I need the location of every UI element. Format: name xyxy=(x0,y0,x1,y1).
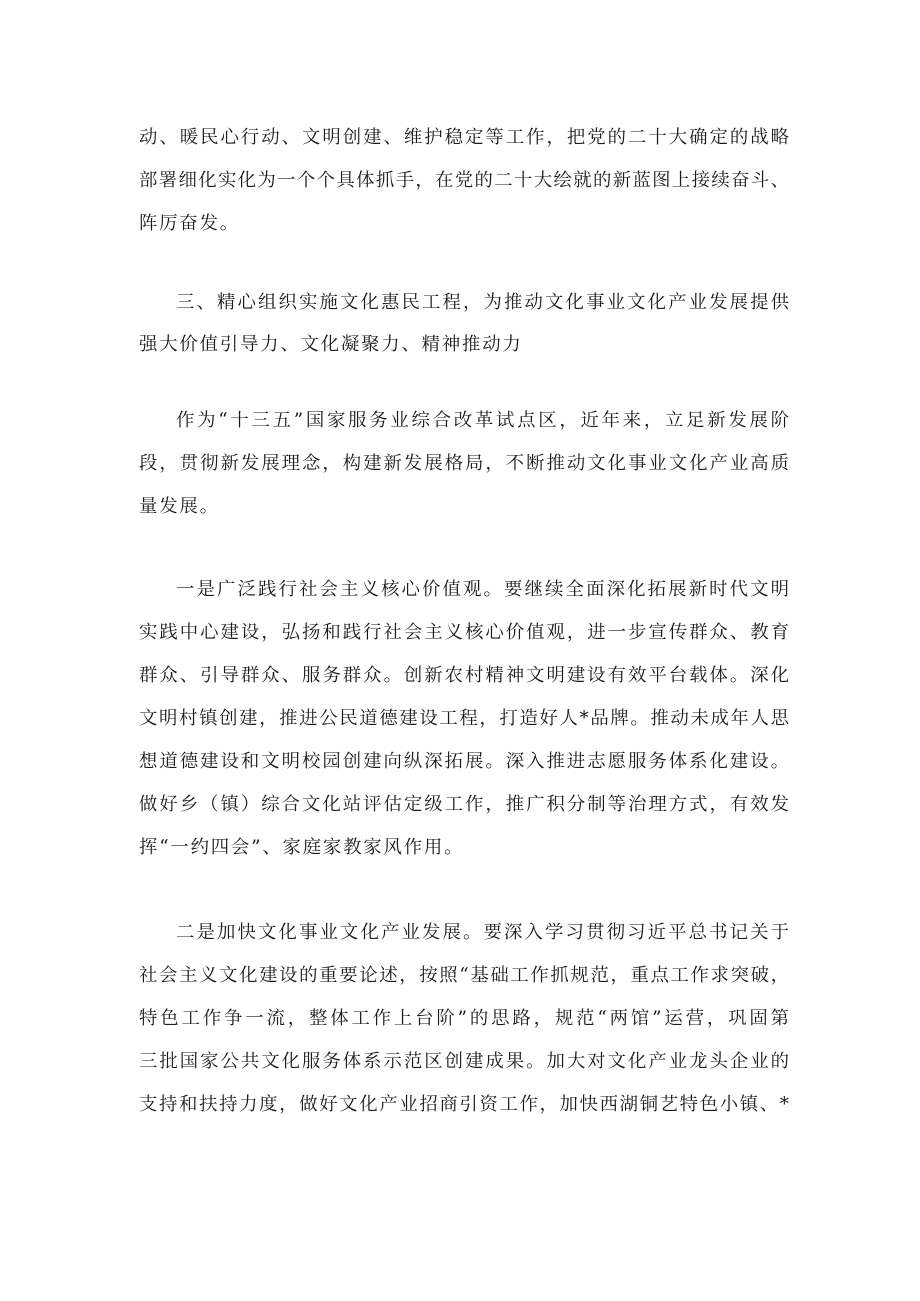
text-line: 作为“十三五”国家服务业综合改革试点区，近年来，立足新发展阶 xyxy=(176,410,789,431)
text-line: 量发展。 xyxy=(139,496,220,517)
text-line: 挥“一约四会”、家庭家教家风作用。 xyxy=(139,837,465,858)
text-line: 文明村镇创建，推进公民道德建设工程，打造好人*品牌。推动未成年人思 xyxy=(139,708,789,729)
text-line: 部署细化实化为一个个具体抓手，在党的二十大绘就的新蓝图上接续奋斗、 xyxy=(139,170,789,191)
text-line: 支持和扶持力度，做好文化产业招商引资工作，加快西湖铜艺特色小镇、* xyxy=(139,1094,789,1115)
text-line: 想道德建设和文明校园创建向纵深拓展。深入推进志愿服务体系化建设。 xyxy=(139,751,789,772)
text-line: 段，贯彻新发展理念，构建新发展格局，不断推动文化事业文化产业高质 xyxy=(139,453,789,474)
paragraph-intro xyxy=(139,402,789,525)
paragraph-culture-industry xyxy=(139,914,789,1123)
text-line: 二是加快文化事业文化产业发展。要深入学习贯彻习近平总书记关于 xyxy=(176,922,789,943)
text-line: 做好乡（镇）综合文化站评估定级工作，推广积分制等治理方式，有效发 xyxy=(139,794,789,815)
text-line: 实践中心建设，弘扬和践行社会主义核心价值观，进一步宣传群众、教育 xyxy=(139,622,789,643)
text-line: 群众、引导群众、服务群众。创新农村精神文明建设有效平台载体。深化 xyxy=(139,665,789,686)
text-line: 阵厉奋发。 xyxy=(139,213,240,234)
text-line: 三批国家公共文化服务体系示范区创建成果。加大对文化产业龙头企业的 xyxy=(139,1051,789,1072)
paragraph-core-values xyxy=(139,571,789,866)
text-line: 社会主义文化建设的重要论述，按照“基础工作抓规范，重点工作求突破， xyxy=(139,965,789,986)
text-line: 特色工作争一流，整体工作上台阶”的思路，规范“两馆”运营，巩固第 xyxy=(139,1008,789,1029)
section-heading xyxy=(139,284,789,363)
heading-line: 强大价值引导力、文化凝聚力、精神推动力 xyxy=(139,334,523,355)
paragraph-continuation xyxy=(139,119,789,242)
text-line: 动、暖民心行动、文明创建、维护稳定等工作，把党的二十大确定的战略 xyxy=(139,127,789,148)
text-line: 一是广泛践行社会主义核心价值观。要继续全面深化拓展新时代文明 xyxy=(176,579,789,600)
heading-line: 三、精心组织实施文化惠民工程，为推动文化事业文化产业发展提供 xyxy=(176,292,789,313)
